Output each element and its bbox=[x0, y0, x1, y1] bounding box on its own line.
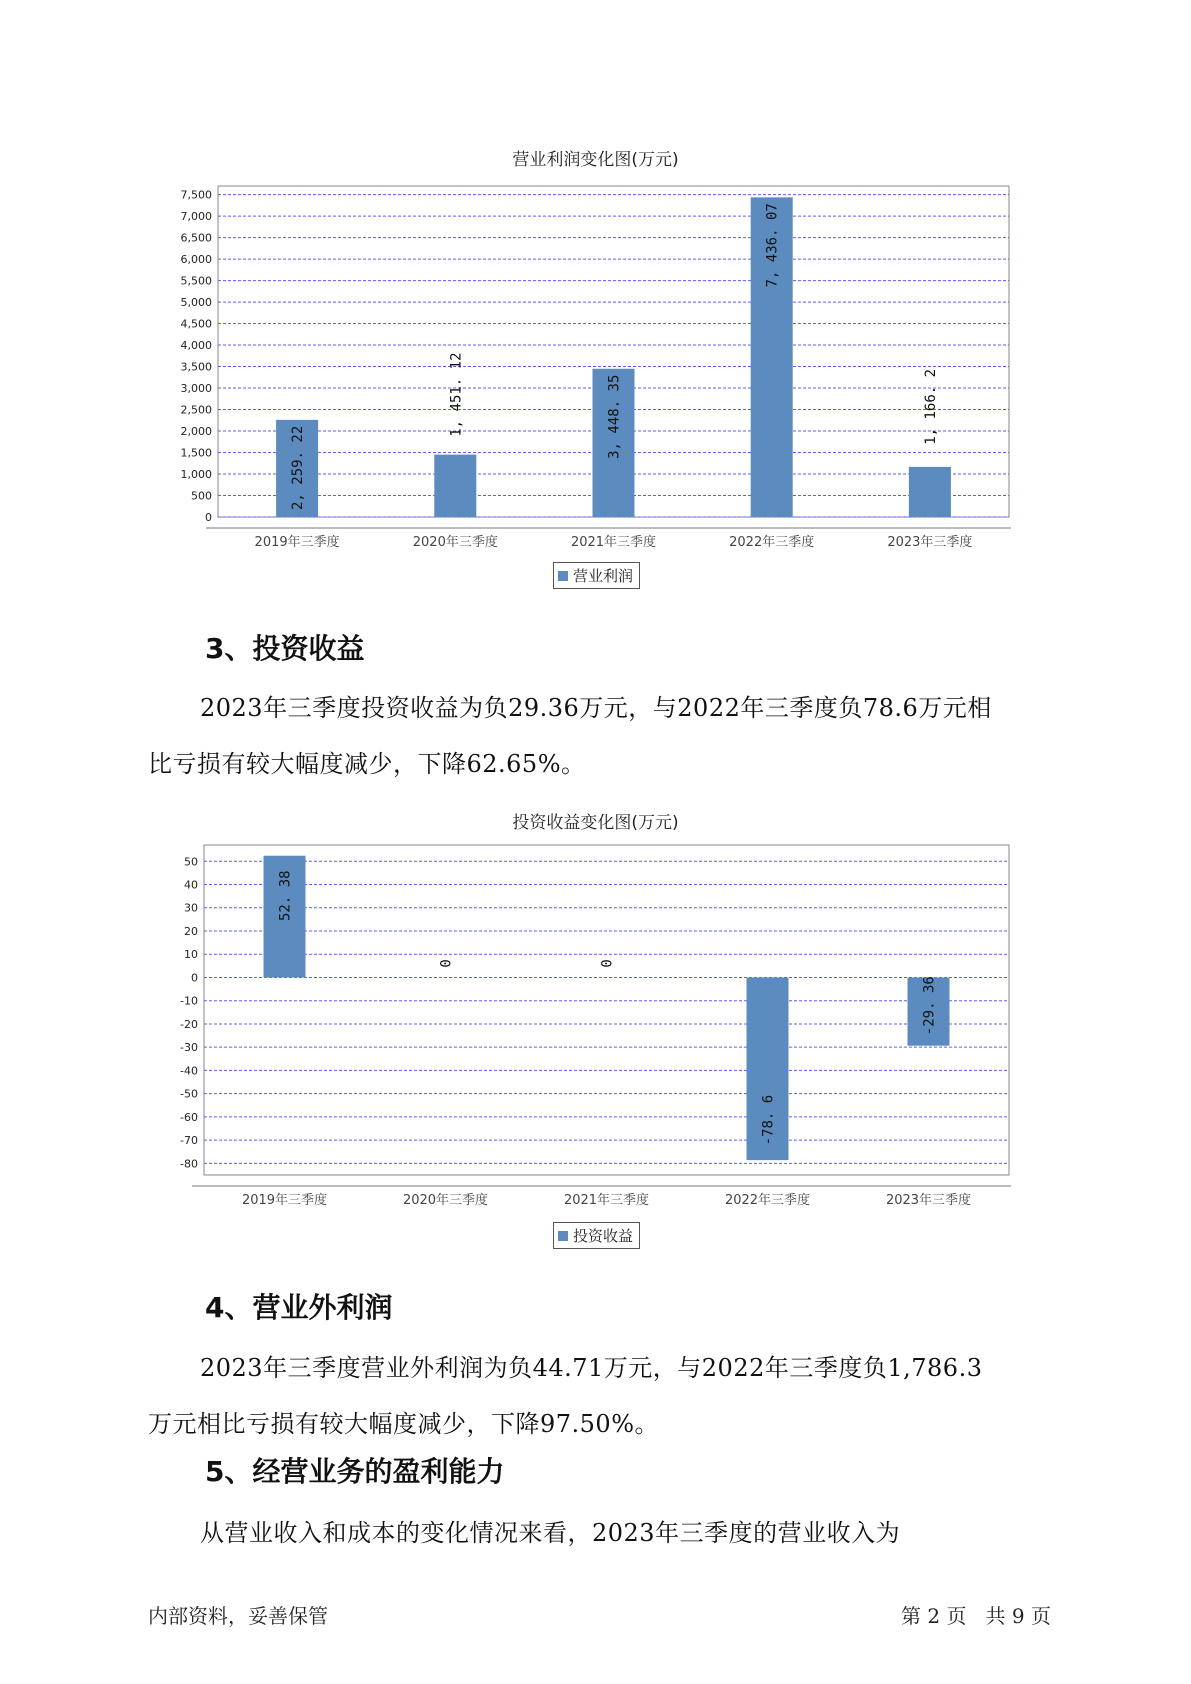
operating-profit-chart bbox=[0, 0, 1191, 560]
section-3-paragraph bbox=[148, 680, 1048, 792]
y-tick-label: 5,500 bbox=[180, 274, 212, 288]
y-tick-label: -60 bbox=[180, 1110, 198, 1124]
plot-area bbox=[204, 845, 1009, 1175]
section-5-paragraph bbox=[148, 1505, 1048, 1561]
y-tick-label: 40 bbox=[184, 878, 198, 892]
chart-title-operating-profit: 营业利润变化图(万元) bbox=[512, 150, 679, 170]
y-tick-label: 0 bbox=[205, 511, 212, 524]
data-label: 3, 448. 35 bbox=[606, 374, 623, 459]
y-tick-label: -50 bbox=[180, 1087, 198, 1101]
chart-title-investment-income: 投资收益变化图(万元) bbox=[512, 813, 679, 833]
data-label: 0 bbox=[599, 959, 616, 968]
x-tick-label: 2022年三季度 bbox=[729, 535, 815, 550]
y-tick-label: -10 bbox=[180, 994, 198, 1008]
y-tick-label: 3,000 bbox=[180, 382, 212, 396]
section-4-paragraph bbox=[148, 1340, 1048, 1452]
paragraph-line: 2023年三季度营业外利润为负44.71万元，与2022年三季度负1,786.3 bbox=[200, 1354, 983, 1382]
y-tick-label: 50 bbox=[184, 855, 198, 869]
chart-legend-operating-profit bbox=[553, 562, 640, 589]
footer-page-number: 第 2 页 共 9 页 bbox=[901, 1604, 1051, 1628]
y-tick-label: -20 bbox=[180, 1017, 198, 1031]
x-tick-label: 2021年三季度 bbox=[570, 535, 657, 550]
data-label: 2, 259. 22 bbox=[290, 425, 307, 511]
x-tick-label: 2019年三季度 bbox=[241, 1193, 328, 1208]
y-tick-label: -30 bbox=[180, 1041, 198, 1055]
y-tick-label: 1,500 bbox=[180, 446, 212, 460]
y-tick-label: 7,000 bbox=[180, 210, 212, 224]
x-tick-label: 2020年三季度 bbox=[402, 1193, 489, 1208]
x-tick-label: 2020年三季度 bbox=[412, 535, 498, 550]
x-tick-label: 2023年三季度 bbox=[885, 1193, 972, 1208]
y-tick-label: -80 bbox=[180, 1157, 198, 1171]
x-tick-label: 2021年三季度 bbox=[563, 1193, 650, 1208]
y-tick-label: 4,000 bbox=[180, 339, 212, 353]
y-tick-label: 4,500 bbox=[180, 317, 212, 331]
data-label: 7, 436. 07 bbox=[764, 203, 781, 288]
y-tick-label: 10 bbox=[184, 948, 198, 962]
data-label: -29. 36 bbox=[921, 976, 938, 1036]
y-tick-label: 0 bbox=[191, 971, 198, 985]
data-label: 1, 166. 2 bbox=[922, 368, 939, 445]
x-tick-label: 2023年三季度 bbox=[887, 535, 973, 550]
footer-confidential: 内部资料，妥善保管 bbox=[148, 1604, 328, 1628]
y-tick-label: -70 bbox=[180, 1134, 198, 1148]
paragraph-line: 比亏损有较大幅度减少，下降62.65%。 bbox=[148, 750, 586, 778]
data-label: 52. 38 bbox=[277, 870, 294, 922]
investment-income-chart bbox=[0, 780, 1191, 1230]
y-tick-label: 6,500 bbox=[180, 231, 212, 245]
section-5-heading: 5、经营业务的盈利能力 bbox=[205, 1455, 505, 1488]
legend-label: 投资收益 bbox=[573, 1227, 634, 1245]
y-tick-label: 1,000 bbox=[180, 468, 212, 482]
y-tick-label: 5,000 bbox=[180, 296, 212, 310]
data-label: 0 bbox=[438, 959, 455, 968]
legend-swatch bbox=[558, 571, 568, 581]
paragraph-line: 从营业收入和成本的变化情况来看，2023年三季度的营业收入为 bbox=[200, 1519, 901, 1547]
y-tick-label: 7,500 bbox=[180, 188, 212, 202]
y-tick-label: 30 bbox=[184, 901, 198, 915]
y-tick-label: 2,000 bbox=[180, 425, 212, 439]
y-tick-label: -40 bbox=[180, 1064, 198, 1078]
y-tick-label: 500 bbox=[191, 489, 212, 503]
y-tick-label: 3,500 bbox=[180, 360, 212, 374]
data-label: -78. 6 bbox=[760, 1094, 777, 1146]
y-tick-label: 2,500 bbox=[180, 403, 212, 417]
data-label: 1, 451. 12 bbox=[448, 352, 465, 437]
paragraph-line: 2023年三季度投资收益为负29.36万元，与2022年三季度负78.6万元相 bbox=[200, 694, 992, 722]
legend-swatch bbox=[558, 1231, 568, 1241]
x-tick-label: 2022年三季度 bbox=[724, 1193, 811, 1208]
chart-legend-investment-income bbox=[553, 1222, 640, 1249]
section-4-heading: 4、营业外利润 bbox=[205, 1291, 393, 1324]
legend-label: 营业利润 bbox=[573, 567, 634, 585]
y-tick-label: 6,000 bbox=[180, 253, 212, 267]
bar bbox=[434, 455, 476, 517]
section-3-heading: 3、投资收益 bbox=[205, 632, 365, 665]
paragraph-line: 万元相比亏损有较大幅度减少，下降97.50%。 bbox=[148, 1410, 660, 1438]
bar bbox=[909, 467, 951, 517]
y-tick-label: 20 bbox=[184, 924, 198, 938]
x-tick-label: 2019年三季度 bbox=[254, 535, 340, 550]
